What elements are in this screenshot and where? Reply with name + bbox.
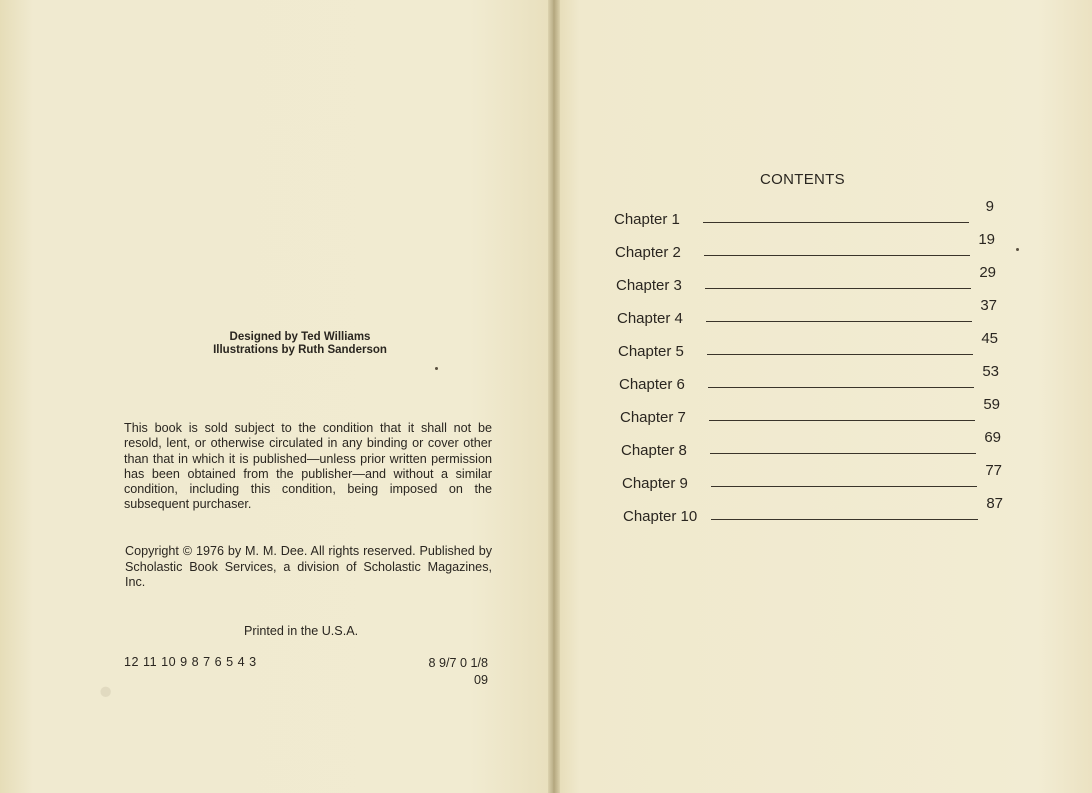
toc-page-number: 37: [980, 297, 997, 314]
toc-entry: [623, 495, 1003, 525]
toc-chapter-label: Chapter 4: [617, 310, 683, 327]
toc-page-number: 9: [985, 198, 994, 215]
toc-page-number: 45: [981, 330, 998, 347]
toc-chapter-label: Chapter 2: [615, 244, 681, 261]
toc-leader-line: [709, 420, 975, 421]
toc-leader-line: [707, 354, 973, 355]
toc-entry: [620, 396, 1000, 426]
toc-chapter-label: Chapter 8: [621, 442, 687, 459]
toc-leader-line: [706, 321, 972, 322]
paper-speck: [1016, 248, 1019, 251]
sale-condition-notice: This book is sold subject to the condition that it shall not be resold, lent, or otherwise circulated in any binding or cover other than that in which it is published—unless prior written permission has been obtained from the publisher—and without a similar condition, including this condition, being imposed on the subsequent purchaser.: [124, 421, 492, 512]
toc-leader-line: [708, 387, 974, 388]
toc-leader-line: [711, 486, 977, 487]
printed-in: Printed in the U.S.A.: [244, 624, 359, 638]
toc-entry: [617, 297, 997, 327]
toc-leader-line: [704, 255, 970, 256]
right-page: [553, 0, 1092, 793]
print-code-line: 09: [473, 673, 488, 687]
copyright-notice: Copyright © 1976 by M. M. Dee. All rights reserved. Published by Scholastic Book Services, a division of Scholastic Magazines, Inc.: [125, 544, 492, 589]
toc-leader-line: [711, 519, 978, 520]
print-number-line: 12 11 10 9 8 7 6 5 4 3: [124, 655, 257, 669]
book-gutter: [548, 0, 560, 793]
print-code: [380, 655, 488, 689]
toc-entry: [615, 231, 995, 261]
toc-page-number: 29: [979, 264, 996, 281]
toc-chapter-label: Chapter 5: [618, 343, 684, 360]
toc-chapter-label: Chapter 6: [619, 376, 685, 393]
illustrator-credit: Illustrations by Ruth Sanderson: [213, 344, 387, 356]
toc-page-number: 87: [986, 495, 1003, 512]
credits-block: [130, 331, 470, 357]
toc-leader-line: [710, 453, 976, 454]
toc-chapter-label: Chapter 7: [620, 409, 686, 426]
designer-credit: Designed by Ted Williams: [229, 331, 371, 343]
toc-leader-line: [703, 222, 969, 223]
toc-page-number: 59: [983, 396, 1000, 413]
toc-chapter-label: Chapter 1: [614, 211, 680, 228]
toc-entry: [619, 363, 999, 393]
toc-chapter-label: Chapter 10: [623, 508, 698, 525]
contents-title: CONTENTS: [760, 171, 845, 188]
toc-chapter-label: Chapter 3: [616, 277, 682, 294]
toc-page-number: 53: [982, 363, 999, 380]
toc-entry: [622, 462, 1002, 492]
show-through-text: ·: [95, 656, 119, 727]
toc-entry: [616, 264, 996, 294]
toc-page-number: 77: [985, 462, 1002, 479]
toc-chapter-label: Chapter 9: [622, 475, 688, 492]
toc-entry: [614, 198, 994, 228]
toc-page-number: 19: [978, 231, 995, 248]
toc-entry: [618, 330, 998, 360]
toc-page-number: 69: [984, 429, 1001, 446]
toc-leader-line: [705, 288, 971, 289]
print-code-line: 8 9/7 0 1/8: [428, 656, 488, 670]
toc-entry: [621, 429, 1001, 459]
paper-speck: [435, 367, 438, 370]
